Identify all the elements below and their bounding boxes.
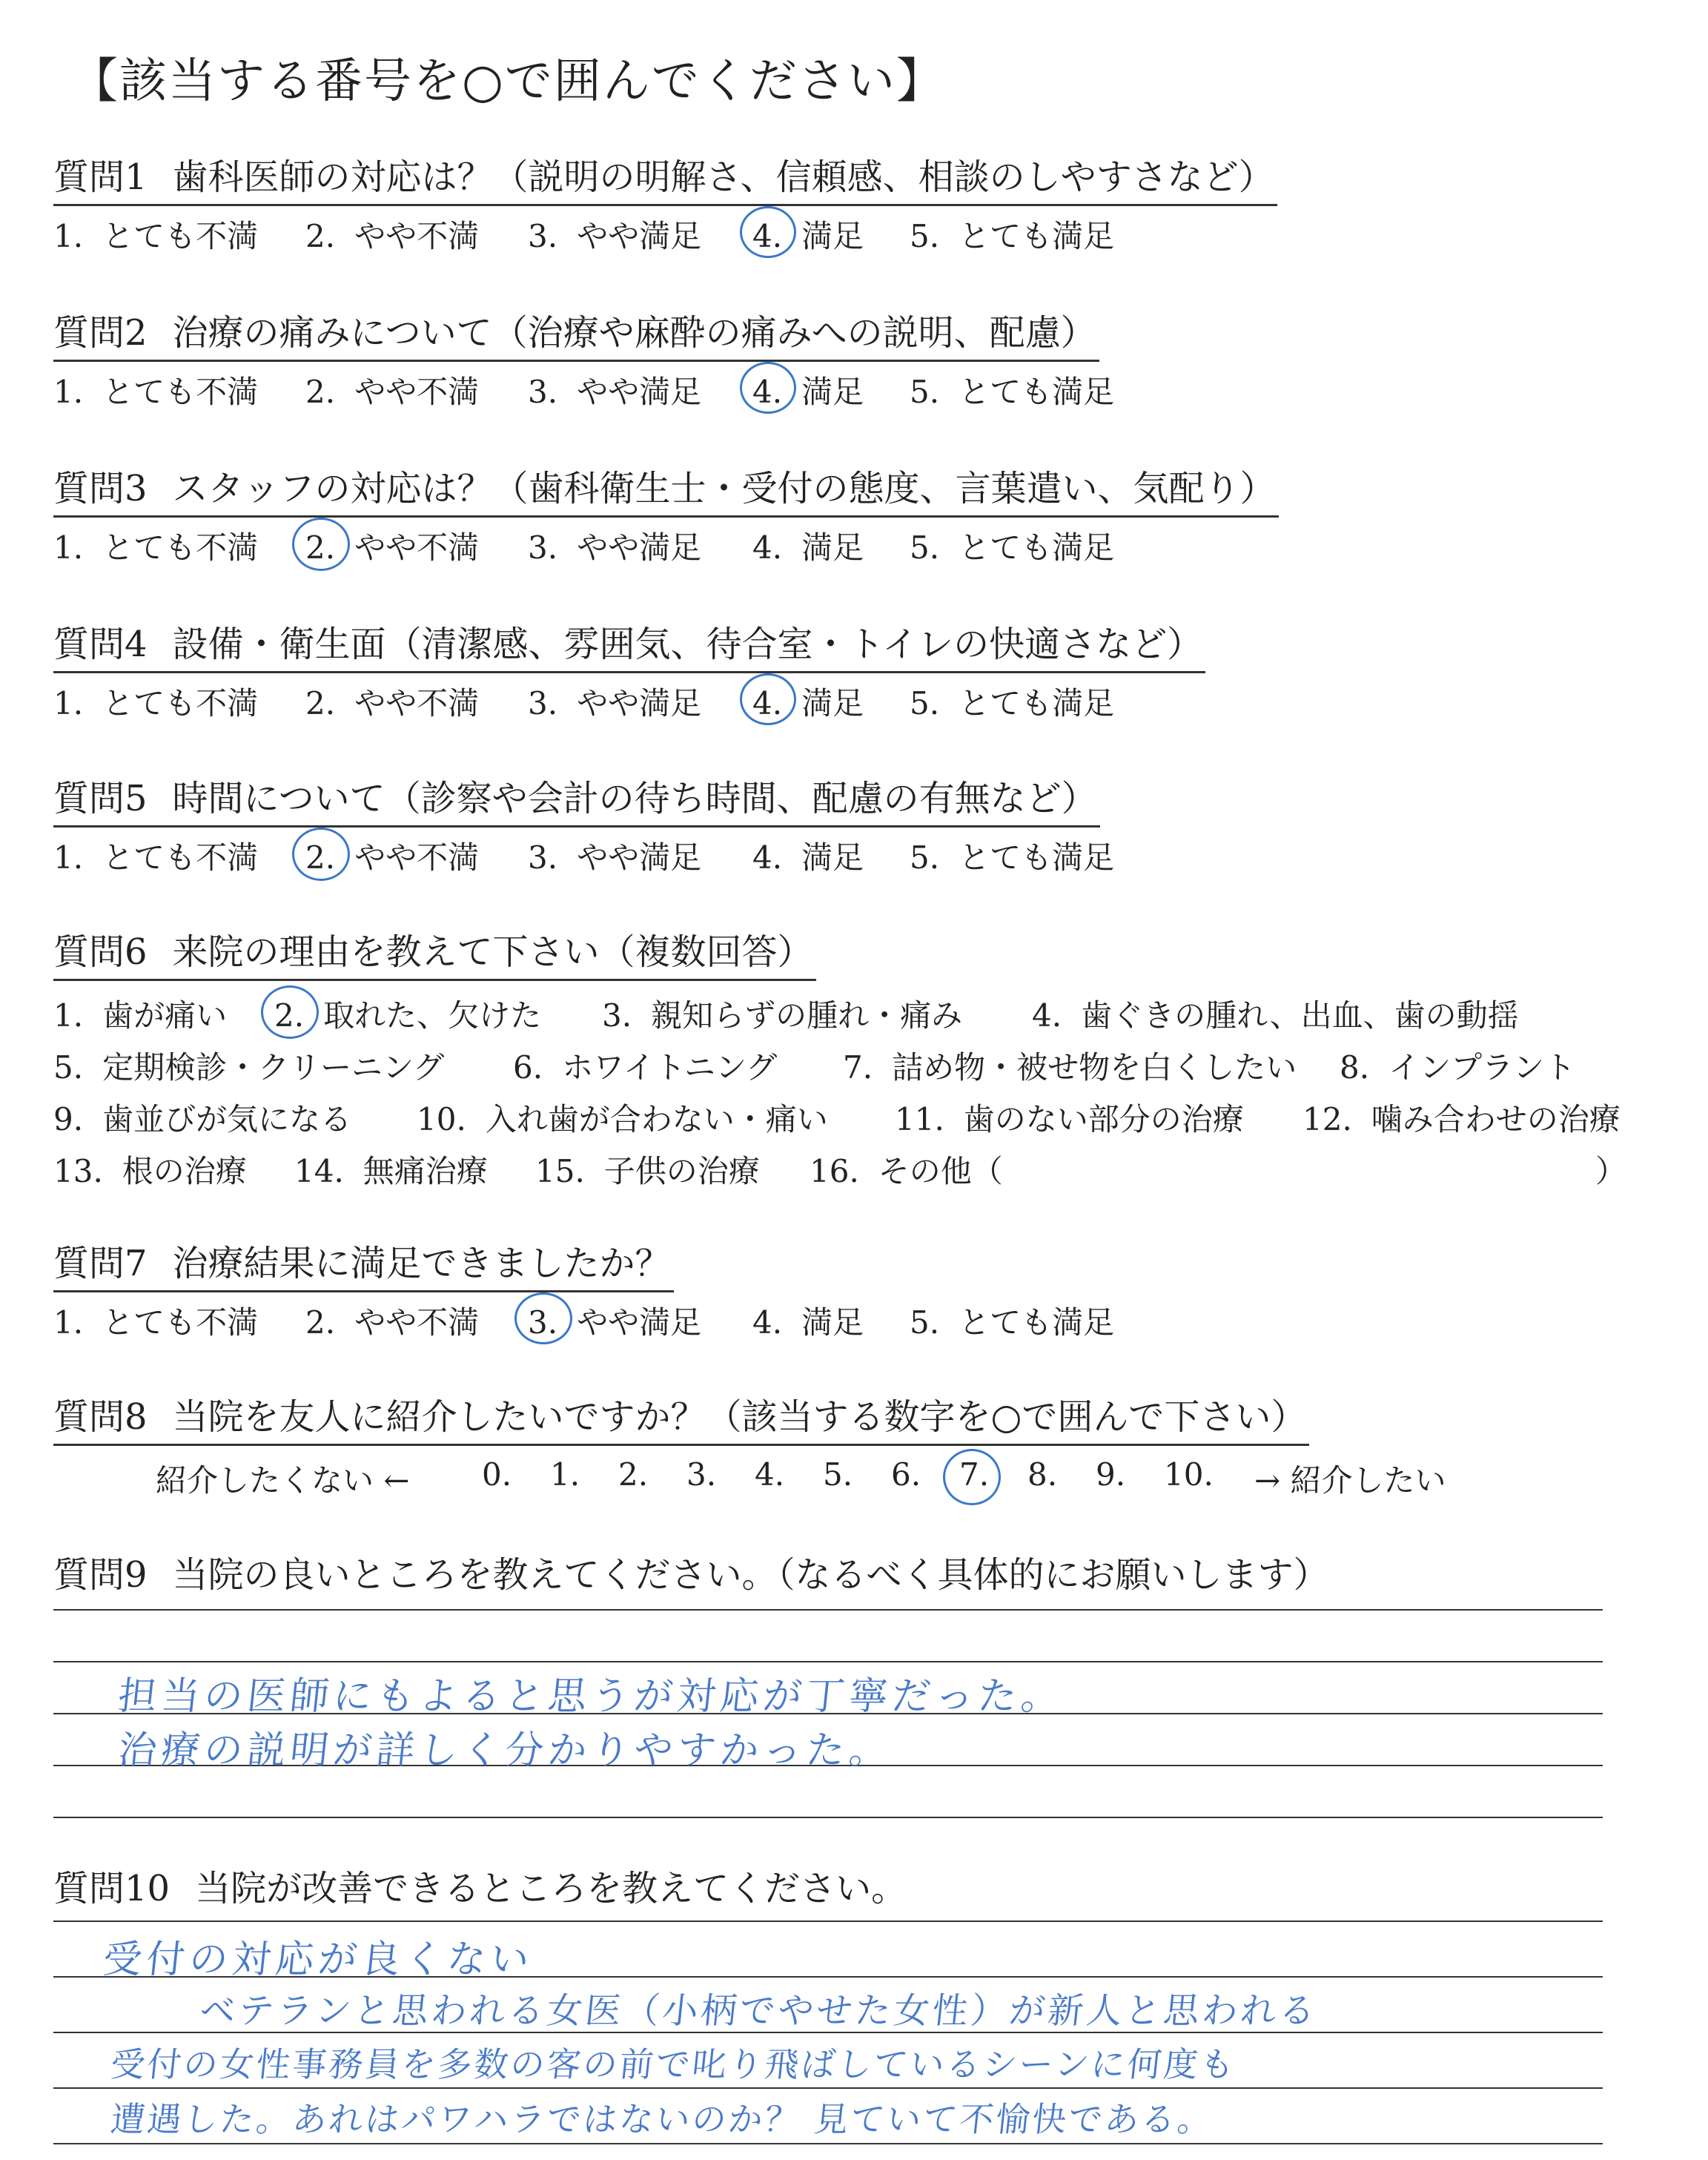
recommend-scale <box>53 1456 1446 1508</box>
selected-circle-mark <box>261 985 319 1039</box>
option-4[interactable]: 4. 満足 <box>752 374 864 410</box>
scale-right-label: → 紹介したい <box>1254 1462 1446 1499</box>
reason-options <box>53 991 1627 1199</box>
selected-circle-mark <box>292 518 350 571</box>
option-15[interactable]: 15. 子供の治療 <box>535 1153 760 1189</box>
answer-line <box>53 2087 1603 2089</box>
question-title: 質問5 時間について（診察や会計の待ち時間、配慮の有無など） <box>53 770 1100 828</box>
rating-options <box>53 1298 1115 1350</box>
option-14[interactable]: 14. 無痛治療 <box>294 1153 488 1189</box>
answer-line <box>53 1920 1603 1922</box>
option-3[interactable]: 3. やや満足 <box>528 529 702 566</box>
rating-options <box>53 524 1279 575</box>
option-9[interactable]: 9. 歯並びが気になる <box>53 1101 352 1137</box>
option-5[interactable]: 5. 定期検診・クリーニング <box>53 1049 445 1086</box>
handwritten-answer-line: ベテランと思われる女医（小柄でやせた女性）が新人と思われる <box>197 1990 1320 2032</box>
question-1 <box>53 148 1277 264</box>
form-instruction: 【該当する番号を○で囲んでください】 <box>70 54 945 109</box>
selected-circle-mark <box>740 206 796 258</box>
option-2[interactable]: 2. やや不満 <box>305 529 480 566</box>
answer-line <box>53 2143 1603 2144</box>
option-1[interactable]: 1. とても不満 <box>53 1304 259 1341</box>
options-row <box>53 1095 1621 1147</box>
option-2[interactable]: 2. やや不満 <box>305 1304 480 1341</box>
option-3[interactable]: 3. 親知らずの腫れ・痛み <box>602 997 963 1034</box>
option-10[interactable]: 10. 入れ歯が合わない・痛い <box>417 1101 828 1137</box>
rating-options <box>53 212 1277 264</box>
option-1[interactable]: 1. とても不満 <box>53 685 259 721</box>
question-3 <box>53 460 1279 575</box>
scale-8[interactable]: 8. <box>1027 1456 1058 1493</box>
scale-left-label: 紹介したくない ← <box>156 1462 410 1499</box>
option-4[interactable]: 4. 満足 <box>752 218 864 254</box>
option-5[interactable]: 5. とても満足 <box>910 218 1115 254</box>
question-5 <box>53 770 1115 885</box>
selected-circle-mark <box>292 828 350 881</box>
option-16[interactable]: 16. その他（ <box>810 1153 1003 1189</box>
option-3[interactable]: 3. やや満足 <box>528 218 702 254</box>
question-8 <box>53 1388 1446 1508</box>
answer-line <box>53 1661 1603 1662</box>
scale-0[interactable]: 0. <box>482 1456 512 1493</box>
option-5[interactable]: 5. とても満足 <box>910 685 1115 721</box>
options-row <box>53 1147 1627 1199</box>
option-4[interactable]: 4. 満足 <box>752 529 864 566</box>
question-title: 質問1 歯科医師の対応は？（説明の明解さ、信頼感、相談のしやすさなど） <box>53 148 1277 206</box>
option-1[interactable]: 1. とても不満 <box>53 374 259 410</box>
scale-1[interactable]: 1. <box>550 1456 580 1493</box>
selected-circle-mark <box>514 1292 572 1344</box>
option-2[interactable]: 2. やや不満 <box>305 218 480 254</box>
handwritten-answer-line: 受付の女性事務員を多数の客の前で叱り飛ばしているシーンに何度も <box>108 2044 1239 2084</box>
question-7 <box>53 1235 1115 1350</box>
option-5[interactable]: 5. とても満足 <box>910 374 1115 410</box>
option-2[interactable]: 2. やや不満 <box>305 839 480 876</box>
question-title: 質問8 当院を友人に紹介したいですか？（該当する数字を○で囲んで下さい） <box>53 1388 1309 1446</box>
option-1[interactable]: 1. とても不満 <box>53 839 259 876</box>
handwritten-answer-line: 受付の対応が良くない <box>101 1938 536 1982</box>
question-title: 質問3 スタッフの対応は？（歯科衛生士・受付の態度、言葉遣い、気配り） <box>53 460 1279 518</box>
question-10 <box>53 1860 907 1911</box>
option-1[interactable]: 1. 歯が痛い <box>53 997 228 1034</box>
option-1[interactable]: 1. とても不満 <box>53 529 259 566</box>
option-3[interactable]: 3. やや満足 <box>528 839 702 876</box>
scale-10[interactable]: 10. <box>1164 1456 1214 1493</box>
question-2 <box>53 304 1115 420</box>
scale-4[interactable]: 4. <box>755 1456 785 1493</box>
option-5[interactable]: 5. とても満足 <box>910 529 1115 566</box>
option-7[interactable]: 7. 詰め物・被せ物を白くしたい <box>843 1049 1297 1086</box>
selected-circle-mark <box>740 362 796 414</box>
options-row <box>53 1043 1576 1095</box>
option-4[interactable]: 4. 満足 <box>752 839 864 876</box>
question-9 <box>53 1546 1329 1597</box>
question-title: 質問2 治療の痛みについて（治療や麻酔の痛みへの説明、配慮） <box>53 304 1099 362</box>
rating-options <box>53 679 1205 731</box>
question-title: 質問10 当院が改善できるところを教えてください。 <box>53 1868 907 1909</box>
option-2[interactable]: 2. やや不満 <box>305 374 480 410</box>
handwritten-answer-line: 担当の医師にもよると思うが対応が丁寧だった。 <box>116 1674 1067 1719</box>
scale-3[interactable]: 3. <box>686 1456 717 1493</box>
option-5[interactable]: 5. とても満足 <box>910 839 1115 876</box>
option-2[interactable]: 2. 取れた、欠けた <box>274 997 542 1034</box>
scale-7[interactable]: 7. <box>959 1456 990 1493</box>
option-3[interactable]: 3. やや満足 <box>528 685 702 721</box>
option-11[interactable]: 11. 歯のない部分の治療 <box>895 1101 1244 1137</box>
selected-circle-mark <box>740 673 796 725</box>
option-16-close-paren: ） <box>1595 1153 1627 1189</box>
option-8[interactable]: 8. インプラント <box>1340 1049 1576 1086</box>
option-6[interactable]: 6. ホワイトニング <box>513 1049 778 1086</box>
option-12[interactable]: 12. 噛み合わせの治療 <box>1302 1101 1621 1137</box>
option-3[interactable]: 3. やや満足 <box>528 374 702 410</box>
handwritten-answer-line: 遭遇した。あれはパワハラではないのか？ 見ていて不愉快である。 <box>108 2099 1217 2139</box>
question-4 <box>53 615 1205 731</box>
option-5[interactable]: 5. とても満足 <box>910 1304 1115 1341</box>
question-title: 質問7 治療結果に満足できましたか？ <box>53 1235 674 1292</box>
option-3[interactable]: 3. やや満足 <box>528 1304 702 1341</box>
option-13[interactable]: 13. 根の治療 <box>53 1153 247 1189</box>
rating-options <box>53 833 1115 885</box>
option-4[interactable]: 4. 歯ぐきの腫れ、出血、歯の動揺 <box>1032 997 1519 1034</box>
scale-6[interactable]: 6. <box>891 1456 921 1493</box>
options-row <box>53 991 1519 1043</box>
scale-5[interactable]: 5. <box>823 1456 853 1493</box>
selected-circle-mark <box>943 1449 1001 1505</box>
option-2[interactable]: 2. やや不満 <box>305 685 480 721</box>
scale-9[interactable]: 9. <box>1096 1456 1126 1493</box>
question-6 <box>53 923 1627 1199</box>
scale-2[interactable]: 2. <box>618 1456 649 1493</box>
option-1[interactable]: 1. とても不満 <box>53 218 259 254</box>
answer-line <box>53 1609 1603 1611</box>
option-4[interactable]: 4. 満足 <box>752 1304 864 1341</box>
rating-options <box>53 368 1115 420</box>
question-title: 質問4 設備・衛生面（清潔感、雰囲気、待合室・トイレの快適さなど） <box>53 615 1205 673</box>
question-title: 質問6 来院の理由を教えて下さい（複数回答） <box>53 923 816 981</box>
question-title: 質問9 当院の良いところを教えてください。（なるべく具体的にお願いします） <box>53 1554 1329 1596</box>
option-4[interactable]: 4. 満足 <box>752 685 864 721</box>
handwritten-answer-line: 治療の説明が詳しく分かりやすかった。 <box>116 1728 895 1773</box>
answer-line <box>53 1817 1603 1818</box>
